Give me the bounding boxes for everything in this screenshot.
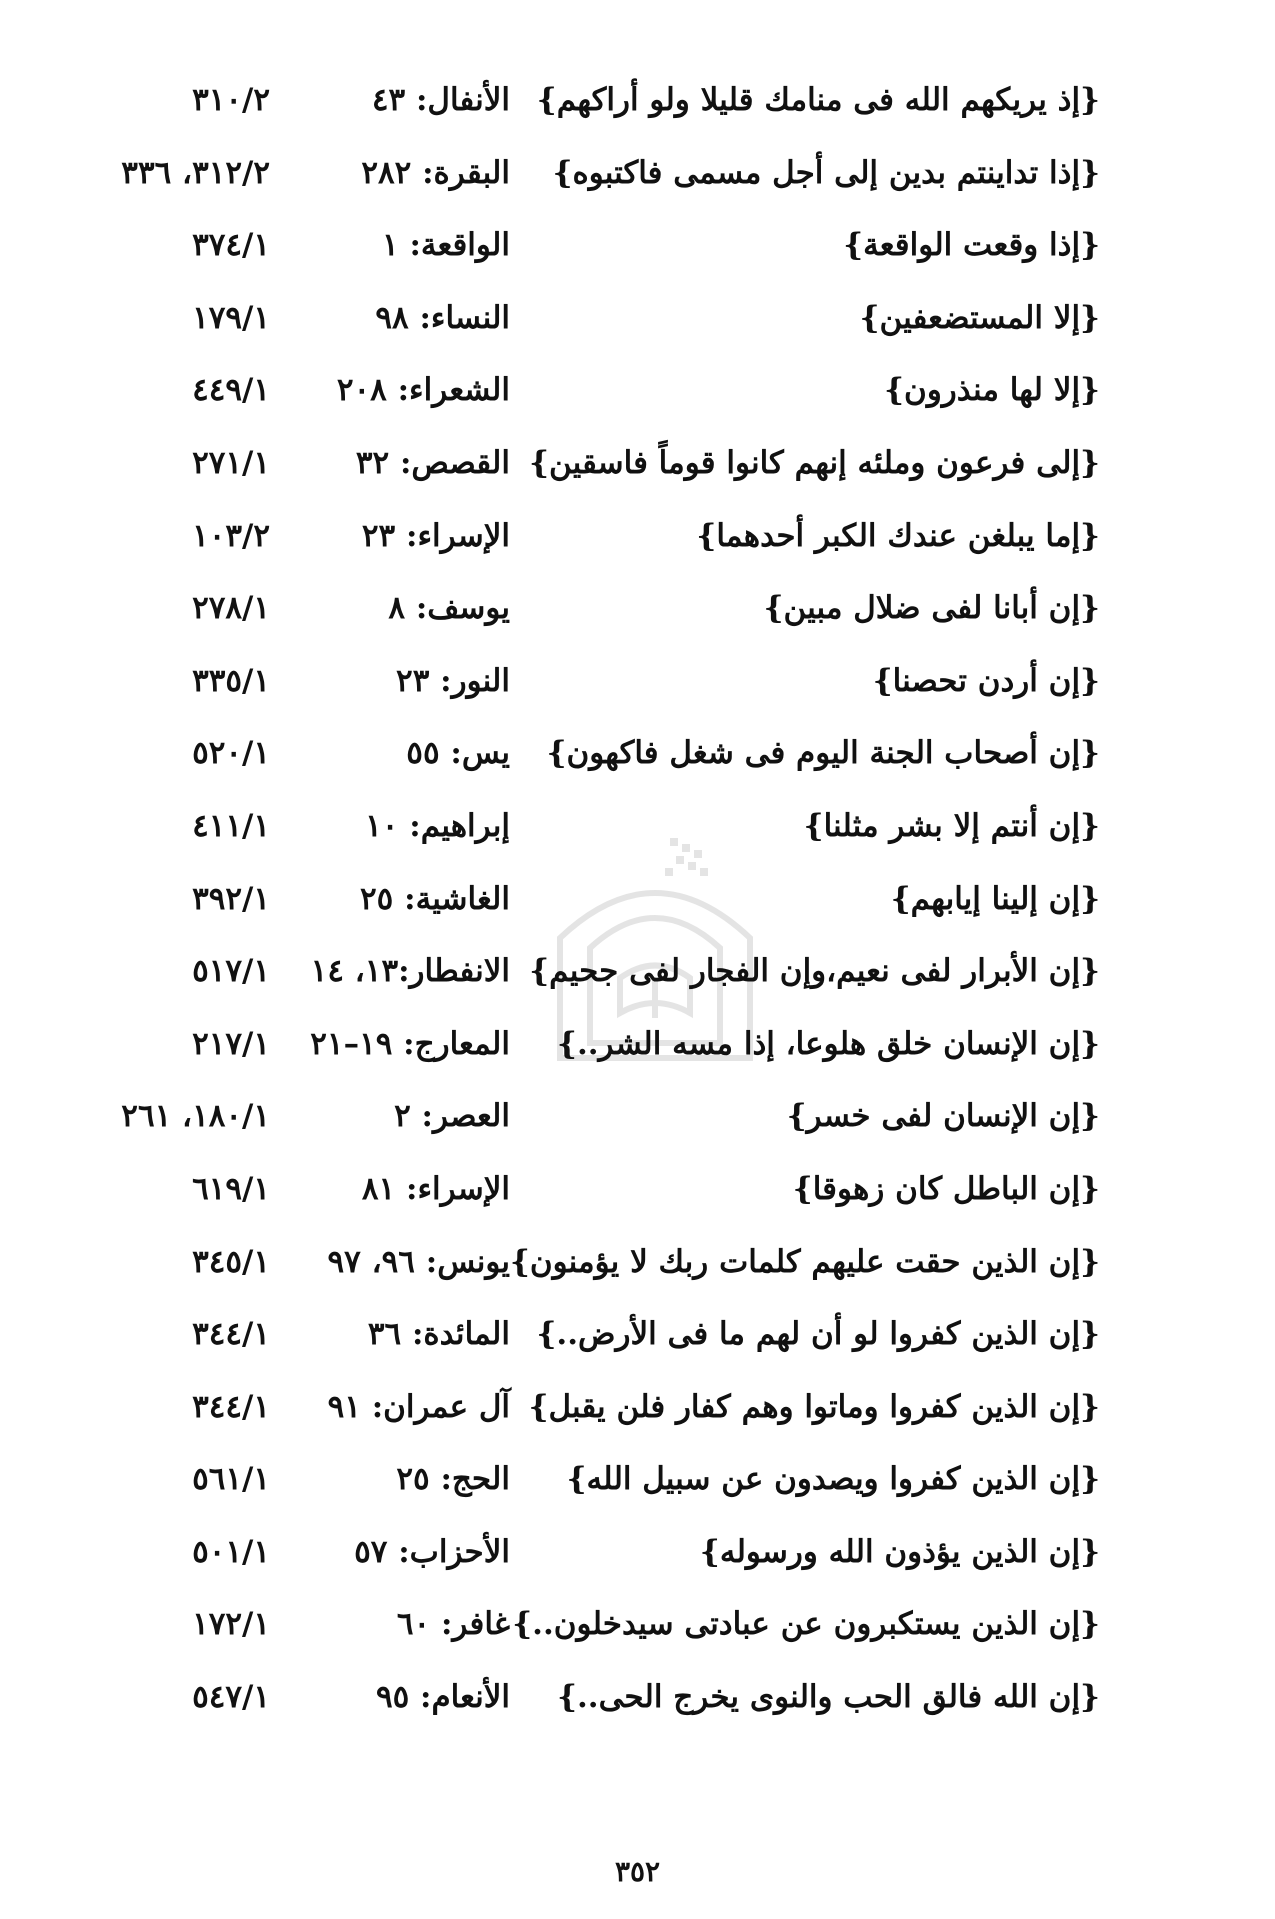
index-row [0, 1457, 1275, 1530]
surah-reference: إبراهيم: ١٠ [365, 807, 510, 844]
verse-index-list [0, 78, 1275, 1748]
index-row [0, 1530, 1275, 1603]
index-row [0, 804, 1275, 877]
page-reference: ٤٤٩/١ [192, 372, 270, 409]
page-reference: ٥٦١/١ [192, 1461, 270, 1498]
index-row [0, 368, 1275, 441]
surah-reference: المائدة: ٣٦ [367, 1316, 510, 1353]
verse-text: {إن الذين يستكبرون عن عبادتى سيدخلون..} [512, 1606, 1100, 1643]
page-reference: ٥٠١/١ [192, 1533, 270, 1570]
surah-reference: الانفطار:١٣، ١٤ [310, 953, 510, 990]
page-reference: ٦١٩/١ [192, 1170, 270, 1207]
page-reference: ١٧٢/١ [192, 1606, 270, 1643]
surah-reference: الإسراء: ٢٣ [361, 517, 510, 554]
surah-reference: الحج: ٢٥ [396, 1461, 510, 1498]
index-row [0, 949, 1275, 1022]
surah-reference: الغاشية: ٢٥ [360, 880, 510, 917]
index-row [0, 586, 1275, 659]
index-row [0, 1022, 1275, 1095]
surah-reference: الواقعة: ١ [382, 227, 510, 264]
verse-text: {إن الذين كفروا ويصدون عن سبيل الله} [566, 1461, 1100, 1498]
page-reference: ٥٤٧/١ [192, 1679, 270, 1716]
verse-text: {إن الإنسان لفى خسر} [786, 1098, 1100, 1135]
page-reference: ٥١٧/١ [192, 953, 270, 990]
verse-text: {إن الأبرار لفى نعيم،وإن الفجار لفى جحيم} [529, 953, 1100, 990]
verse-text: {إن الذين كفروا وماتوا وهم كفار فلن يقبل} [528, 1388, 1100, 1425]
page-reference: ٢٧٨/١ [192, 590, 270, 627]
verse-text: {إذ يريكهم الله فى منامك قليلا ولو أراكهم} [536, 82, 1100, 118]
surah-reference: الإسراء: ٨١ [361, 1170, 510, 1207]
page-reference: ٣٣٥/١ [192, 662, 270, 699]
page-reference: ١٧٩/١ [192, 299, 270, 336]
index-row [0, 877, 1275, 950]
index-row [0, 223, 1275, 296]
verse-text: {إن أنتم إلا بشر مثلنا} [803, 807, 1100, 844]
index-row [0, 659, 1275, 732]
page-reference: ٣٤٥/١ [192, 1243, 270, 1280]
page-number: ٣٥٢ [614, 1855, 661, 1888]
page-reference: ٣٧٤/١ [192, 227, 270, 264]
surah-reference: القصص: ٣٢ [355, 444, 510, 481]
surah-reference: يوسف: ٨ [388, 590, 510, 627]
verse-text: {إذا وقعت الواقعة} [843, 227, 1100, 264]
verse-text: {إن الذين يؤذون الله ورسوله} [699, 1533, 1100, 1570]
page-reference: ١٨٠/١، ٢٦١ [121, 1098, 270, 1135]
page-reference: ٣٤٤/١ [192, 1316, 270, 1353]
page-reference: ٣٤٤/١ [192, 1388, 270, 1425]
verse-text: {إلى فرعون وملئه إنهم كانوا قوماً فاسقين} [529, 444, 1100, 481]
verse-text: {إن إلينا إيابهم} [890, 880, 1100, 917]
index-row [0, 1675, 1275, 1748]
surah-reference: غافر: ٦٠ [396, 1606, 510, 1643]
verse-text: {إن الباطل كان زهوقا} [792, 1170, 1100, 1207]
surah-reference: آل عمران: ٩١ [327, 1388, 510, 1425]
verse-text: {إن أصحاب الجنة اليوم فى شغل فاكهون} [546, 735, 1100, 772]
surah-reference: المعارج: ١٩–٢١ [310, 1025, 510, 1062]
verse-text: {إن الله فالق الحب والنوى يخرج الحى..} [557, 1679, 1100, 1716]
surah-reference: يونس: ٩٦، ٩٧ [327, 1243, 510, 1280]
page-reference: ٣٩٢/١ [192, 880, 270, 917]
index-row [0, 1385, 1275, 1458]
page-reference: ٢١٧/١ [192, 1025, 270, 1062]
verse-text: {إن أبانا لفى ضلال مبين} [763, 590, 1100, 627]
verse-text: {إلا لها منذرون} [884, 372, 1100, 409]
index-row [0, 1167, 1275, 1240]
verse-text: {إلا المستضعفين} [859, 299, 1100, 336]
index-row [0, 731, 1275, 804]
surah-reference: الأنفال: ٤٣ [371, 82, 510, 118]
index-row [0, 441, 1275, 514]
surah-reference: الشعراء: ٢٠٨ [336, 372, 510, 409]
index-row [0, 151, 1275, 224]
surah-reference: العصر: ٢ [394, 1098, 510, 1135]
verse-text: {إن أردن تحصنا} [872, 662, 1100, 699]
verse-text: {إن الذين كفروا لو أن لهم ما فى الأرض..} [536, 1316, 1100, 1353]
page-reference: ٣١٠/٢ [192, 82, 270, 118]
page-reference: ٢٧١/١ [192, 444, 270, 481]
index-row [0, 1312, 1275, 1385]
page-reference: ١٠٣/٢ [192, 517, 270, 554]
verse-text: {إما يبلغن عندك الكبر أحدهما} [696, 517, 1100, 554]
page-reference: ٣١٢/٢، ٣٣٦ [121, 154, 270, 191]
index-row [0, 1602, 1275, 1675]
surah-reference: النساء: ٩٨ [375, 299, 510, 336]
index-row [0, 296, 1275, 369]
index-row [0, 514, 1275, 587]
verse-text: {إن الذين حقت عليهم كلمات ربك لا يؤمنون} [509, 1243, 1100, 1280]
index-row [0, 78, 1275, 151]
index-row [0, 1240, 1275, 1313]
surah-reference: البقرة: ٢٨٢ [361, 154, 510, 191]
surah-reference: يس: ٥٥ [406, 735, 510, 772]
index-row [0, 1094, 1275, 1167]
verse-text: {إذا تداينتم بدين إلى أجل مسمى فاكتبوه} [552, 154, 1100, 191]
surah-reference: النور: ٢٣ [396, 662, 510, 699]
page-reference: ٥٢٠/١ [192, 735, 270, 772]
surah-reference: الأحزاب: ٥٧ [354, 1533, 510, 1570]
verse-text: {إن الإنسان خلق هلوعا، إذا مسه الشر..} [557, 1025, 1100, 1062]
surah-reference: الأنعام: ٩٥ [375, 1679, 510, 1716]
page-reference: ٤١١/١ [192, 807, 270, 844]
